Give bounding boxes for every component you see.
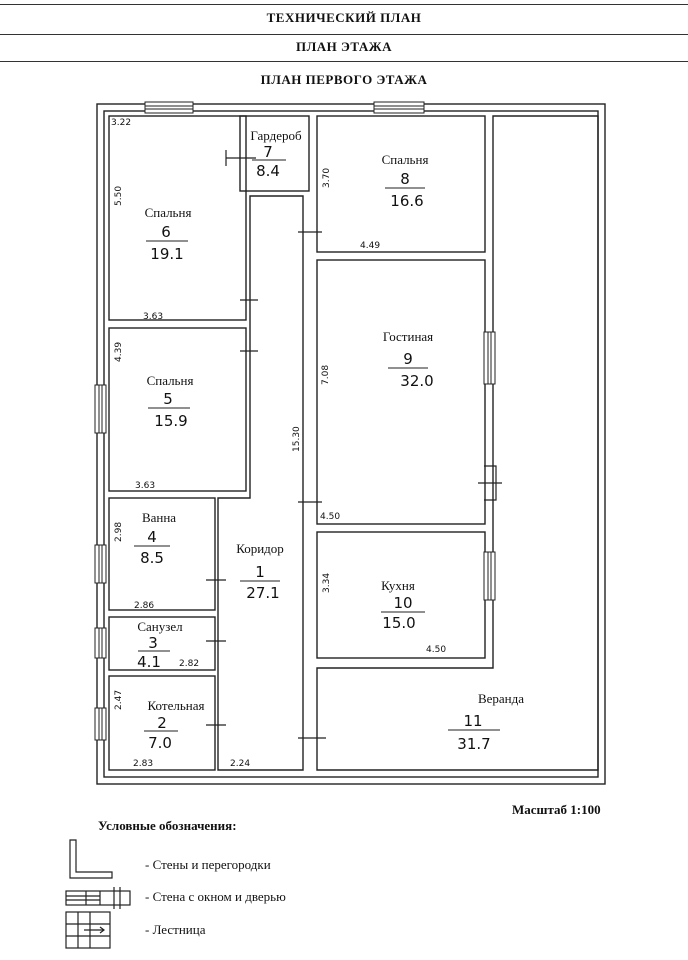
room-7-name: Гардероб <box>250 128 302 143</box>
scale-label: Масштаб 1:100 <box>512 802 601 817</box>
dim-2-86: 2.86 <box>134 601 155 611</box>
window-left-bedroom-5 <box>95 385 106 433</box>
legend-title: Условные обозначения: <box>98 818 237 833</box>
dim-3-70: 3.70 <box>322 167 332 188</box>
dim-15-30: 15.30 <box>292 426 302 452</box>
window-left-boiler <box>95 708 106 740</box>
window-living-room <box>484 332 495 384</box>
dim-4-50-upper: 4.50 <box>320 512 341 522</box>
dim-5-50: 5.50 <box>114 185 124 206</box>
document-subtitle: ПЛАН ЭТАЖА <box>295 39 393 54</box>
plan-title: ПЛАН ПЕРВОГО ЭТАЖА <box>260 72 428 87</box>
window-top-left <box>145 102 193 113</box>
door-living-veranda <box>478 466 502 500</box>
room-1-number: 1 <box>255 563 265 581</box>
room-5-area: 15.9 <box>154 412 188 430</box>
room-4-area: 8.5 <box>140 549 164 567</box>
room-7-area: 8.4 <box>256 162 280 180</box>
room-10-number: 10 <box>393 594 413 612</box>
dim-4-50-lower: 4.50 <box>426 645 447 655</box>
room-1-area: 27.1 <box>246 584 280 602</box>
legend-stairs-label: - Лестница <box>145 922 206 937</box>
room-5-number: 5 <box>163 390 173 408</box>
wall-legend-symbol <box>70 840 112 878</box>
room-8-number: 8 <box>400 170 410 188</box>
room-7-number: 7 <box>263 143 273 161</box>
dim-3-22: 3.22 <box>111 118 132 128</box>
room-2-number: 2 <box>157 714 167 732</box>
dim-3-34: 3.34 <box>322 572 332 593</box>
room-9-name: Гостиная <box>382 329 434 344</box>
room-5-outline <box>109 328 246 491</box>
window-door-legend-symbol <box>66 887 130 909</box>
dim-4-49: 4.49 <box>360 241 381 251</box>
legend-window-door-label: - Стена с окном и дверью <box>145 889 286 904</box>
room-5-name: Спальня <box>146 373 194 388</box>
room-4-number: 4 <box>147 528 157 546</box>
room-6-name: Спальня <box>144 205 192 220</box>
room-11-outline <box>317 116 598 770</box>
room-2-area: 7.0 <box>148 734 172 752</box>
room-2-name: Котельная <box>147 698 205 713</box>
legend-walls-label: - Стены и перегородки <box>145 857 271 872</box>
window-top-right <box>374 102 424 113</box>
room-8-name: Спальня <box>381 152 429 167</box>
window-left-wc <box>95 628 106 658</box>
room-6-area: 19.1 <box>150 245 184 263</box>
room-6-number: 6 <box>161 223 171 241</box>
room-9-number: 9 <box>403 350 413 368</box>
room-1-name: Коридор <box>236 541 284 556</box>
room-11-name: Веранда <box>477 691 525 706</box>
room-3-number: 3 <box>148 634 158 652</box>
room-11-number: 11 <box>463 712 483 730</box>
stairs-legend-symbol <box>66 912 110 948</box>
room-9-outline <box>317 260 485 524</box>
dim-4-39: 4.39 <box>114 341 124 362</box>
room-3-name: Санузел <box>137 619 183 634</box>
room-3-area: 4.1 <box>137 653 161 671</box>
document-title: ТЕХНИЧЕСКИЙ ПЛАН <box>266 10 422 25</box>
room-9-area: 32.0 <box>400 372 434 390</box>
room-4-name: Ванна <box>141 510 177 525</box>
window-left-bathroom <box>95 545 106 583</box>
room-8-area: 16.6 <box>390 192 424 210</box>
dim-2-98: 2.98 <box>114 521 124 542</box>
dim-2-47: 2.47 <box>114 689 124 710</box>
room-10-area: 15.0 <box>382 614 416 632</box>
dim-3-63-lower: 3.63 <box>135 481 156 491</box>
dim-7-08: 7.08 <box>321 364 331 385</box>
dim-3-63-upper: 3.63 <box>143 312 164 322</box>
room-1-outline <box>218 196 303 770</box>
dim-2-24: 2.24 <box>230 759 251 769</box>
room-11-area: 31.7 <box>457 735 491 753</box>
dim-2-82: 2.82 <box>179 659 200 669</box>
room-10-name: Кухня <box>381 578 415 593</box>
window-kitchen <box>484 552 495 600</box>
dim-2-83: 2.83 <box>133 759 154 769</box>
